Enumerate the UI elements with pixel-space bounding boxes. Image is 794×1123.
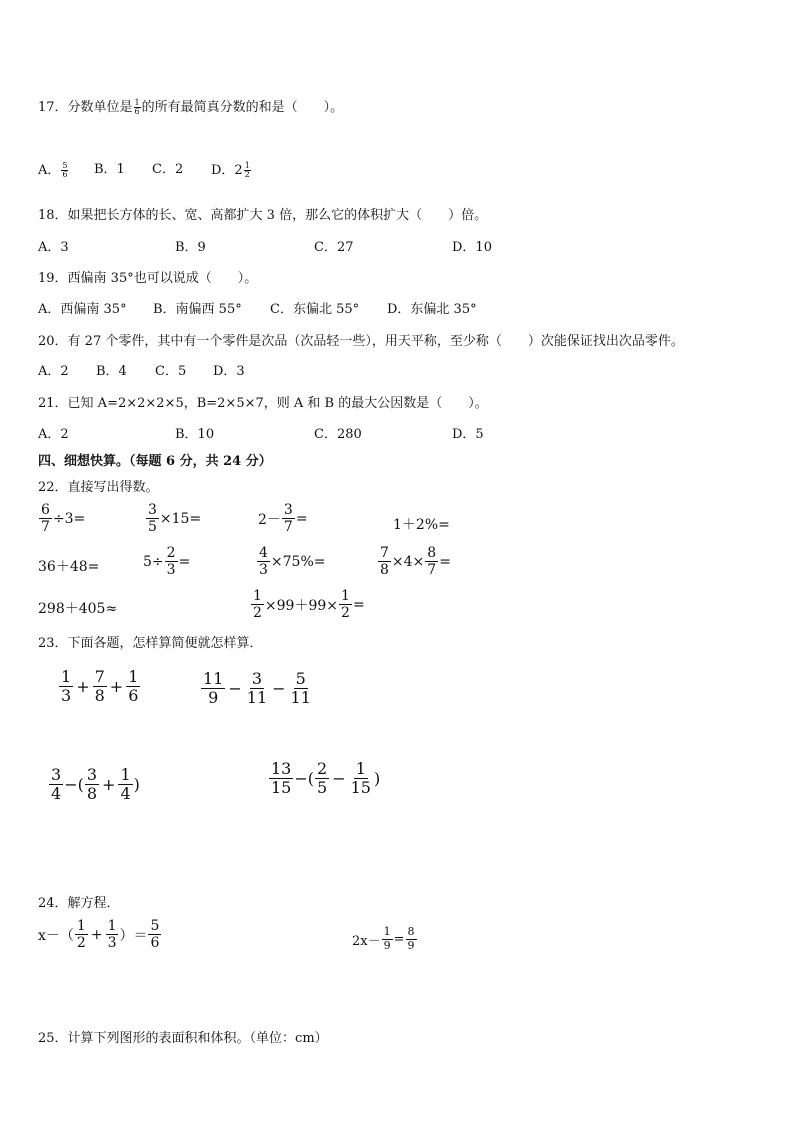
q20-option-c: C．5 [155,364,187,379]
question-25: 25．计算下列图形的表面积和体积。（单位：cm） [38,1031,328,1046]
question-21: 21．已知 A=2×2×2×5，B=2×5×7，则 A 和 B 的最大公因数是（ ）。 [38,396,488,411]
q22-expr-6: 5÷ $\frac{2}{3}$ = [143,545,191,579]
q17-option-d: D．2 $\frac{1}{2}$ [211,161,250,179]
question-24: 24．解方程． [38,896,120,911]
q19-option-d: D．东偏北 35° [387,302,477,317]
q22-expr-3: 2－ $\frac{3}{7}$ = [258,502,308,536]
q21-option-a: A．2 [38,427,69,442]
q23-expr-1: $\frac{1}{3}$ + $\frac{7}{8}$ + $\frac{1}{6}$ [61,667,139,706]
q23-expr-3: $\frac{3}{4}$ −( $\frac{3}{8}$ + $\frac{1}{4}$ ) [51,765,140,804]
q22-expr-1: $\frac{6}{7}$ ÷3= [41,502,86,536]
q22-expr-8: $\frac{7}{8}$ ×4× $\frac{8}{7}$ = [380,545,451,579]
q22-expr-4: 1＋2%= [393,517,450,533]
q17-option-a: A． $\frac{5}{6}$ [38,161,68,179]
q19-option-b: B．南偏西 55° [153,302,242,317]
q24-equation-2: 2x－ $\frac{1}{9}$ = $\frac{8}{9}$ [352,925,415,952]
q24-equation-1: x－（ $\frac{1}{2}$ + $\frac{1}{3}$ ）＝ $\frac{5}{6}$ [38,918,160,952]
q22-expr-7: $\frac{4}{3}$ ×75%= [259,545,326,579]
q17-text-before: 17．分数单位是 [38,100,133,115]
q17-option-b: B．1 [94,162,125,177]
q18-option-d: D．10 [452,240,492,255]
q22-expr-10: $\frac{1}{2}$ ×99＋99× $\frac{1}{2}$ = [253,588,365,622]
q20-option-a: A．2 [38,364,69,379]
q21-option-d: D．5 [452,427,484,442]
q17-option-a-fraction: $\frac{5}{6}$ [62,161,68,179]
q22-expr-5: 36＋48= [38,559,100,575]
q22-expr-9: 298＋405≈ [38,601,118,617]
q19-option-c: C．东偏北 55° [270,302,360,317]
q17-text-after: 的所有最简真分数的和是（ ）。 [141,100,344,115]
q23-expr-4: $\frac{13}{15}$ −( $\frac{2}{5}$ − $\frac{1}{15}$ ) [271,759,381,798]
q18-option-a: A．3 [38,240,69,255]
question-22: 22．直接写出得数。 [38,480,159,495]
q18-option-b: B．9 [175,240,206,255]
question-18: 18．如果把长方体的长、宽、高都扩大 3 倍，那么它的体积扩大（ ）倍。 [38,208,488,223]
q22-expr-2: $\frac{3}{5}$ ×15= [148,502,202,536]
question-19: 19．西偏南 35°也可以说成（ ）。 [38,271,258,286]
q17-option-d-fraction: $\frac{1}{2}$ [244,161,250,179]
q18-option-c: C．27 [314,240,354,255]
q20-option-b: B．4 [96,364,127,379]
q20-option-d: D．3 [213,364,245,379]
question-23: 23．下面各题，怎样算简便就怎样算． [38,636,263,651]
q21-option-c: C．280 [314,427,362,442]
question-17 [38,99,343,116]
section-heading: 四、细想快算。（每题 6 分，共 24 分） [38,454,272,469]
q19-option-a: A．西偏南 35° [38,302,127,317]
q23-expr-2: $\frac{11}{9}$ − $\frac{3}{11}$ − $\frac{5}{11}$ [203,669,311,708]
q21-option-b: B．10 [175,427,215,442]
q17-option-c: C．2 [152,162,184,177]
q17-unit-fraction: $\frac{1}{6}$ [134,98,140,116]
question-20: 20．有 27 个零件，其中有一个零件是次品（次品轻一些），用天平称，至少称（ ）次能保证找出次品零件。 [38,334,684,349]
